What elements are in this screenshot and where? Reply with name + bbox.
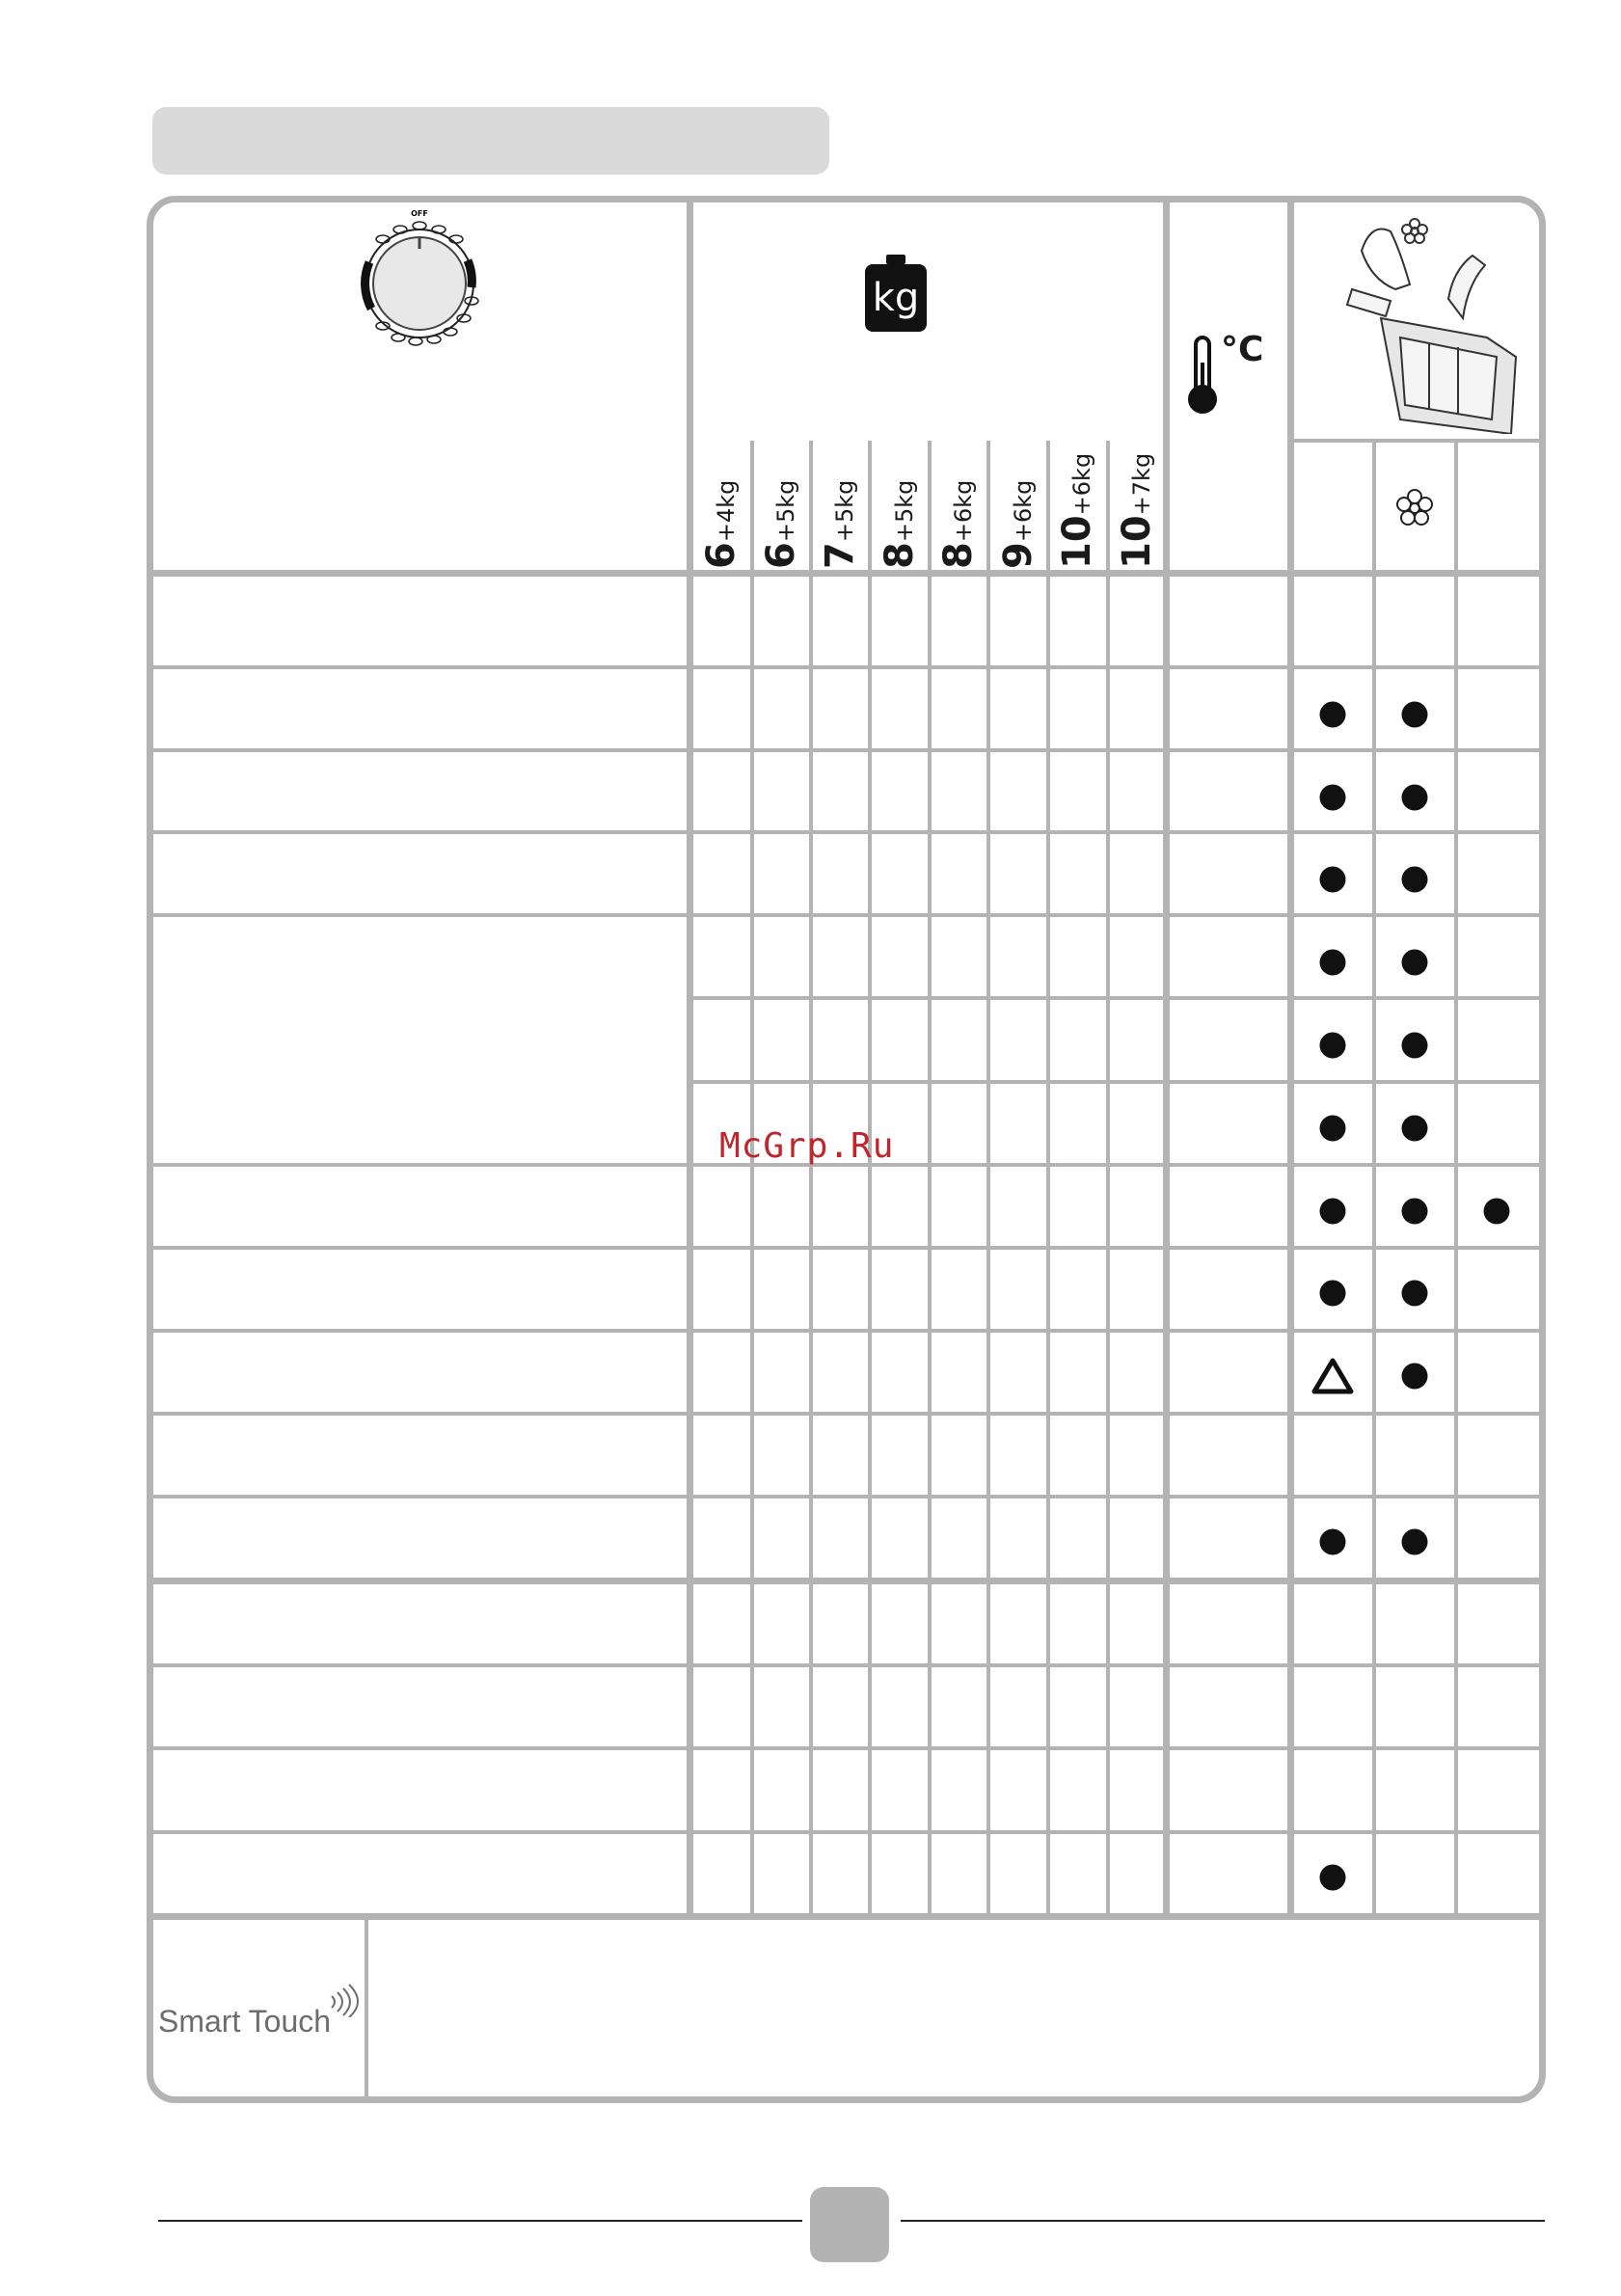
divider-kg-2 — [809, 441, 813, 1917]
row-divider — [153, 1246, 1539, 1250]
detergent-dot-mark — [1402, 1116, 1428, 1142]
detergent-dot-mark — [1402, 1529, 1428, 1555]
capacity-header: 9+6kg — [995, 479, 1040, 569]
watermark: McGrp.Ru — [719, 1126, 895, 1166]
detergent-dot-mark — [1320, 1529, 1346, 1555]
detergent-dot-mark — [1320, 785, 1346, 811]
divider-kg-4 — [928, 441, 932, 1917]
divider-det-2 — [1454, 441, 1458, 1917]
row-divider — [153, 913, 1539, 917]
row-divider — [153, 1830, 1539, 1834]
detergent-dot-mark — [1402, 950, 1428, 976]
detergent-dot-mark — [1320, 867, 1346, 893]
dial-off-label: OFF — [411, 209, 428, 218]
detergent-dot-mark — [1402, 785, 1428, 811]
detergent-dot-mark — [1402, 702, 1428, 728]
footer-rule-left — [158, 2220, 802, 2222]
divider-kg-7 — [1106, 441, 1110, 1917]
detergent-dot-mark — [1402, 1364, 1428, 1390]
capacity-header: 6+4kg — [698, 479, 743, 569]
row-divider — [153, 1663, 1539, 1667]
detergent-dot-mark — [1402, 1033, 1428, 1059]
capacity-header: 10+6kg — [1054, 452, 1099, 569]
row-divider — [153, 830, 1539, 834]
divider-detergent-header — [1290, 439, 1539, 443]
program-dial-icon — [342, 204, 497, 359]
detergent-drawer-icon — [1342, 212, 1526, 434]
detergent-dot-mark — [1320, 1199, 1346, 1225]
nfc-waves-icon — [328, 1979, 361, 2017]
table-bottom-divider — [153, 1913, 1539, 1920]
detergent-dot-mark — [1320, 1865, 1346, 1891]
row-divider — [153, 748, 1539, 752]
capacity-header: 8+6kg — [935, 479, 981, 569]
row-divider — [153, 1746, 1539, 1750]
row-divider — [153, 1495, 1539, 1499]
footer-rule-right — [901, 2220, 1545, 2222]
divider-kg-1 — [750, 441, 754, 1917]
capacity-header: 6+5kg — [758, 479, 803, 569]
row-divider — [690, 1080, 1539, 1084]
header-bottom — [153, 570, 1539, 577]
page-number-badge — [810, 2187, 889, 2262]
divider-kg-3 — [868, 441, 872, 1917]
detergent-triangle-mark — [1310, 1357, 1355, 1395]
divider-detergent — [1287, 203, 1294, 1917]
detergent-dot-mark — [1320, 1281, 1346, 1307]
divider-kg-5 — [986, 441, 990, 1917]
row-divider — [153, 1329, 1539, 1333]
row-divider — [153, 1412, 1539, 1416]
capacity-header: 8+5kg — [877, 479, 922, 569]
capacity-header: 10+7kg — [1114, 452, 1159, 569]
divider-kg-6 — [1046, 441, 1050, 1917]
flower-icon — [1393, 487, 1436, 529]
thermometer-icon — [1186, 330, 1273, 420]
row-divider — [690, 996, 1539, 1000]
capacity-header: 7+5kg — [817, 479, 862, 569]
row-divider — [153, 665, 1539, 669]
detergent-dot-mark — [1484, 1199, 1510, 1225]
detergent-dot-mark — [1402, 1281, 1428, 1307]
divider-smart — [365, 1917, 368, 2096]
temperature-unit: °C — [1221, 330, 1264, 369]
detergent-dot-mark — [1320, 950, 1346, 976]
detergent-dot-mark — [1402, 867, 1428, 893]
detergent-dot-mark — [1320, 1033, 1346, 1059]
detergent-dot-mark — [1320, 702, 1346, 728]
section-title-bar — [152, 107, 829, 175]
divider-det-1 — [1372, 441, 1376, 1917]
detergent-dot-mark — [1320, 1116, 1346, 1142]
section-divider — [153, 1578, 1539, 1584]
smart-touch-label: Smart Touch — [158, 2004, 332, 2039]
weight-icon — [865, 255, 927, 332]
detergent-dot-mark — [1402, 1199, 1428, 1225]
weight-icon-label: kg — [872, 276, 920, 320]
